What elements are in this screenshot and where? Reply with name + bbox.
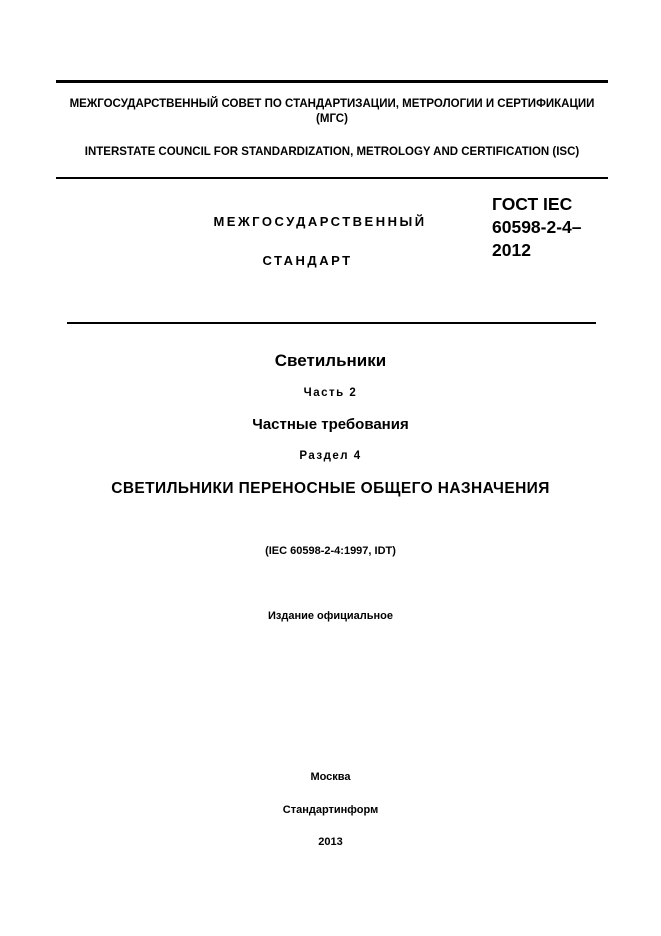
top-rule (56, 80, 608, 83)
iec-reference: (IEC 60598-2-4:1997, IDT) (265, 545, 396, 557)
designation-line-3: 2012 (492, 240, 531, 260)
part-title: Частные требования (252, 416, 409, 433)
title-divider (67, 322, 596, 324)
designation-line-2: 60598-2-4– (492, 217, 582, 237)
standard-type-word-1: МЕЖГОСУДАРСТВЕННЫЙ (213, 214, 427, 229)
edition-note: Издание официальное (267, 610, 394, 622)
document-title: Светильники (274, 351, 387, 370)
publication-city: Москва (310, 771, 351, 783)
section-label: Раздел 4 (299, 450, 362, 462)
header-divider (56, 177, 608, 179)
section-title: СВЕТИЛЬНИКИ ПЕРЕНОСНЫЕ ОБЩЕГО НАЗНАЧЕНИЯ (111, 480, 550, 497)
part-label: Часть 2 (303, 387, 358, 399)
council-name-en: INTERSTATE COUNCIL FOR STANDARDIZATION, METROLOGY AND CERTIFICATION (ISC) (84, 146, 580, 158)
publisher-name: Стандартинформ (282, 804, 379, 816)
council-name-ru: МЕЖГОСУДАРСТВЕННЫЙ СОВЕТ ПО СТАНДАРТИЗАЦИИ, МЕТРОЛОГИИ И СЕРТИФИКАЦИИ (МГС) (69, 98, 595, 125)
standard-designation (492, 193, 607, 262)
designation-line-1: ГОСТ IEC (492, 194, 573, 214)
publication-year: 2013 (318, 836, 343, 848)
standard-type-word-2: СТАНДАРТ (262, 253, 353, 268)
